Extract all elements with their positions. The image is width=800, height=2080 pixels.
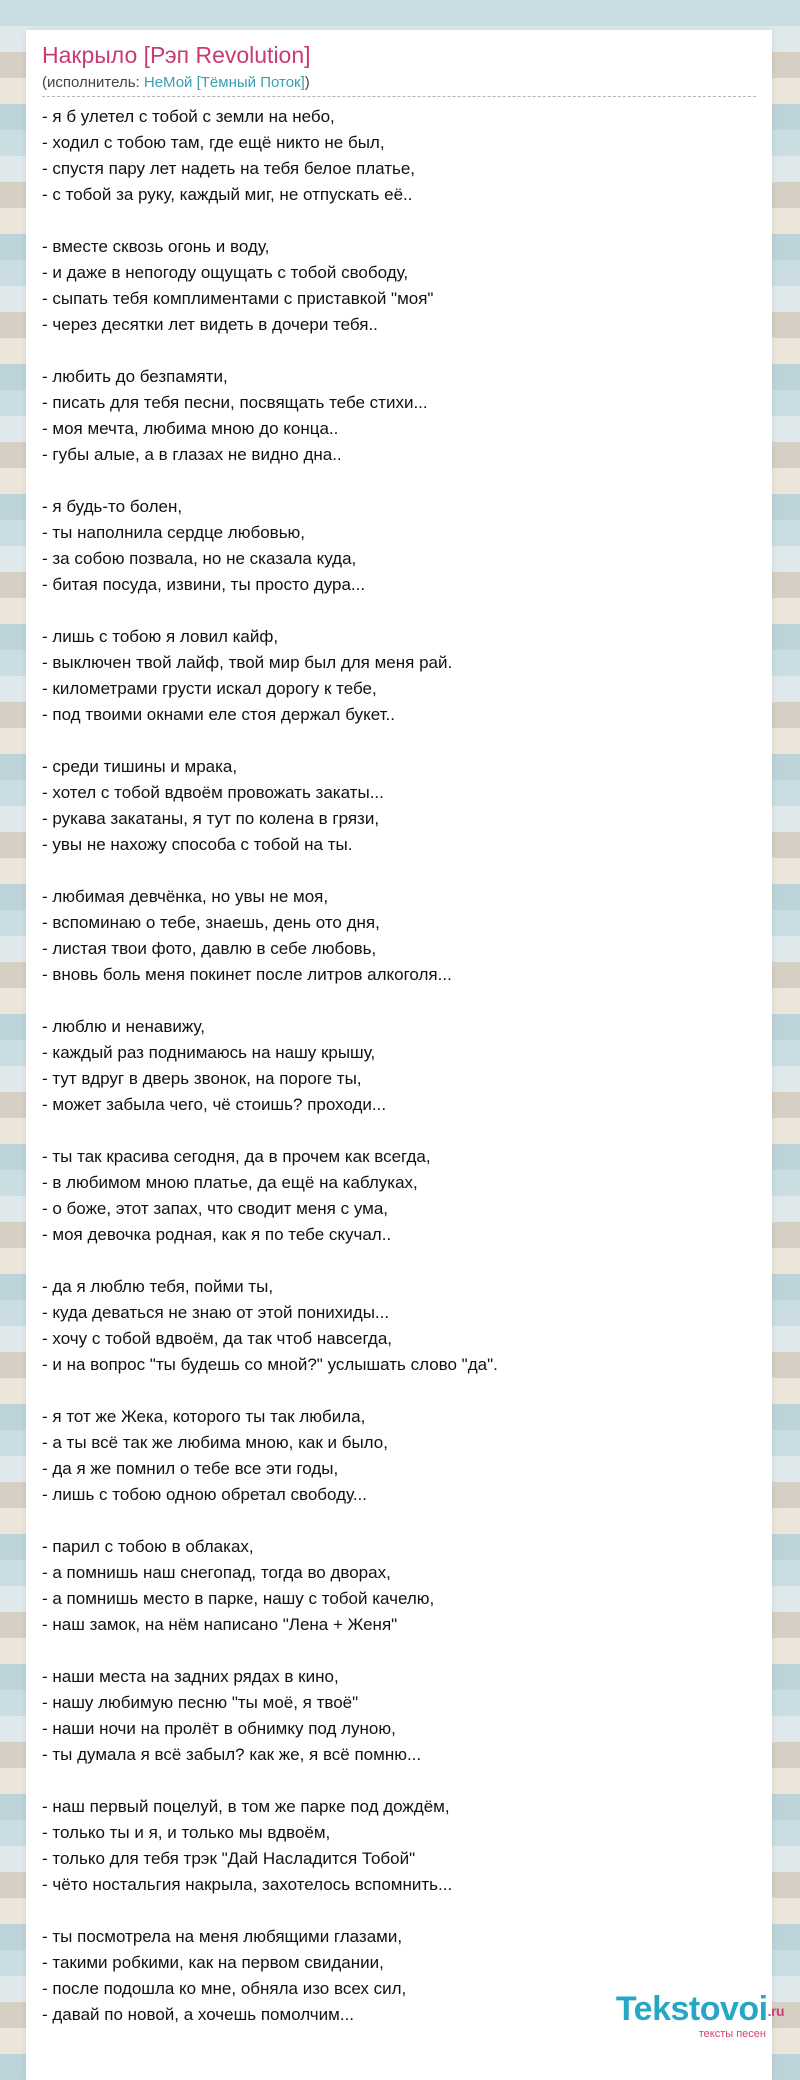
lyric-line: - вспоминаю о тебе, знаешь, день ото дня,: [42, 913, 380, 932]
lyric-line: - ты думала я всё забыл? как же, я всё помню...: [42, 1745, 422, 1764]
lyric-line: - а помнишь место в парке, нашу с тобой качелю,: [42, 1589, 435, 1608]
lyrics-stanza: [42, 1794, 756, 1898]
lyric-line: - моя девочка родная, как я по тебе скучал..: [42, 1225, 392, 1244]
lyric-line: - я будь-то болен,: [42, 497, 183, 516]
lyric-line: - да я люблю тебя, пойми ты,: [42, 1277, 274, 1296]
lyrics-stanza: [42, 1014, 756, 1118]
lyric-line: - ходил с тобою там, где ещё никто не был,: [42, 133, 385, 152]
lyrics-stanza: [42, 234, 756, 338]
lyric-line: - сыпать тебя комплиментами с приставкой "моя": [42, 289, 434, 308]
lyric-line: - вместе сквозь огонь и воду,: [42, 237, 270, 256]
lyric-line: - наш первый поцелуй, в том же парке под дождём,: [42, 1797, 450, 1816]
lyric-line: - куда деваться не знаю от этой понихиды...: [42, 1303, 390, 1322]
lyric-line: - каждый раз поднимаюсь на нашу крышу,: [42, 1043, 376, 1062]
site-logo[interactable]: [616, 1990, 784, 2040]
lyric-line: - под твоими окнами еле стоя держал букет..: [42, 705, 395, 724]
lyrics-stanza: [42, 1274, 756, 1378]
lyric-line: - давай по новой, а хочешь помолчим...: [42, 2005, 355, 2024]
lyric-line: - может забыла чего, чё стоишь? проходи...: [42, 1095, 387, 1114]
lyric-line: - спустя пару лет надеть на тебя белое платье,: [42, 159, 416, 178]
lyrics-stanza: [42, 1664, 756, 1768]
artist-line: [42, 74, 310, 91]
lyric-line: - среди тишины и мрака,: [42, 757, 238, 776]
lyric-line: - в любимом мною платье, да ещё на каблуках,: [42, 1173, 418, 1192]
lyric-line: - любимая девчёнка, но увы не моя,: [42, 887, 329, 906]
lyric-line: - я б улетел с тобой с земли на небо,: [42, 107, 335, 126]
lyrics-body: [42, 104, 756, 2054]
lyric-line: - листая твои фото, давлю в себе любовь,: [42, 939, 377, 958]
lyric-line: - вновь боль меня покинет после литров алкоголя...: [42, 965, 452, 984]
lyric-line: - чёто ностальгия накрыла, захотелось вспомнить...: [42, 1875, 453, 1894]
lyric-line: - ты посмотрела на меня любящими глазами,: [42, 1927, 403, 1946]
lyrics-stanza: [42, 104, 756, 208]
lyric-line: - любить до безпамяти,: [42, 367, 228, 386]
lyric-line: - такими робкими, как на первом свидании,: [42, 1953, 384, 1972]
artist-link[interactable]: НеМой [Тёмный Поток]: [143, 74, 305, 91]
artist-suffix: ): [304, 74, 310, 91]
lyric-line: - о боже, этот запах, что сводит меня с ума,: [42, 1199, 389, 1218]
lyric-line: - нашу любимую песню "ты моё, я твоё": [42, 1693, 359, 1712]
lyric-line: - битая посуда, извини, ты просто дура...: [42, 575, 366, 594]
lyrics-stanza: [42, 1144, 756, 1248]
lyric-line: - люблю и ненавижу,: [42, 1017, 205, 1036]
lyrics-stanza: [42, 1534, 756, 1638]
lyric-line: - хочу с тобой вдвоём, да так чтоб навсегда,: [42, 1329, 393, 1348]
lyric-line: - только для тебя трэк "Дай Насладится Тобой": [42, 1849, 416, 1868]
lyric-line: - наши ночи на пролёт в обнимку под луною,: [42, 1719, 396, 1738]
lyrics-stanza: [42, 494, 756, 598]
lyric-line: - после подошла ко мне, обняла изо всех сил,: [42, 1979, 407, 1998]
lyric-line: - ты так красива сегодня, да в прочем как всегда,: [42, 1147, 431, 1166]
lyric-line: - за собою позвала, но не сказала куда,: [42, 549, 357, 568]
lyric-line: - с тобой за руку, каждый миг, не отпускать её..: [42, 185, 413, 204]
lyric-line: - парил с тобою в облаках,: [42, 1537, 254, 1556]
lyric-line: - и даже в непогоду ощущать с тобой свободу,: [42, 263, 409, 282]
lyric-line: - губы алые, а в глазах не видно дна..: [42, 445, 342, 464]
lyrics-stanza: [42, 624, 756, 728]
lyric-line: - тут вдруг в дверь звонок, на пороге ты,: [42, 1069, 362, 1088]
lyric-line: - только ты и я, и только мы вдвоём,: [42, 1823, 331, 1842]
logo-tld: .ru: [767, 2003, 784, 2020]
lyric-line: - выключен твой лайф, твой мир был для меня рай.: [42, 653, 453, 672]
lyric-line: - через десятки лет видеть в дочери тебя..: [42, 315, 378, 334]
song-title: Накрыло [Рэп Revolution]: [42, 42, 311, 68]
lyric-line: - а помнишь наш снегопад, тогда во дворах,: [42, 1563, 391, 1582]
lyric-line: - да я же помнил о тебе все эти годы,: [42, 1459, 339, 1478]
logo-wordmark: [616, 1990, 784, 2030]
lyric-line: - наш замок, на нём написано "Лена + Женя": [42, 1615, 398, 1634]
lyric-line: - ты наполнила сердце любовью,: [42, 523, 306, 542]
lyric-line: - я тот же Жека, которого ты так любила,: [42, 1407, 366, 1426]
header-divider: [42, 96, 756, 97]
lyric-line: - увы не нахожу способа с тобой на ты.: [42, 835, 353, 854]
lyrics-stanza: [42, 754, 756, 858]
lyric-line: - наши места на задних рядах в кино,: [42, 1667, 339, 1686]
lyric-line: - километрами грусти искал дорогу к тебе,: [42, 679, 377, 698]
lyrics-stanza: [42, 364, 756, 468]
lyric-line: - лишь с тобою одною обретал свободу...: [42, 1485, 368, 1504]
artist-prefix: (исполнитель:: [42, 74, 144, 91]
lyric-line: - писать для тебя песни, посвящать тебе стихи...: [42, 393, 428, 412]
logo-name: Tekstovoi: [615, 1990, 768, 2028]
lyric-line: - моя мечта, любима мною до конца..: [42, 419, 339, 438]
lyrics-stanza: [42, 1404, 756, 1508]
lyric-line: - а ты всё так же любима мною, как и было,: [42, 1433, 388, 1452]
lyric-line: - лишь с тобою я ловил кайф,: [42, 627, 279, 646]
logo-tagline: тексты песен: [698, 2028, 766, 2041]
lyric-line: - и на вопрос "ты будешь со мной?" услышать слово "да".: [42, 1355, 498, 1374]
lyrics-stanza: [42, 884, 756, 988]
lyric-line: - рукава закатаны, я тут по колена в грязи,: [42, 809, 380, 828]
lyric-line: - хотел с тобой вдвоём провожать закаты...: [42, 783, 384, 802]
song-card: [26, 30, 772, 2080]
